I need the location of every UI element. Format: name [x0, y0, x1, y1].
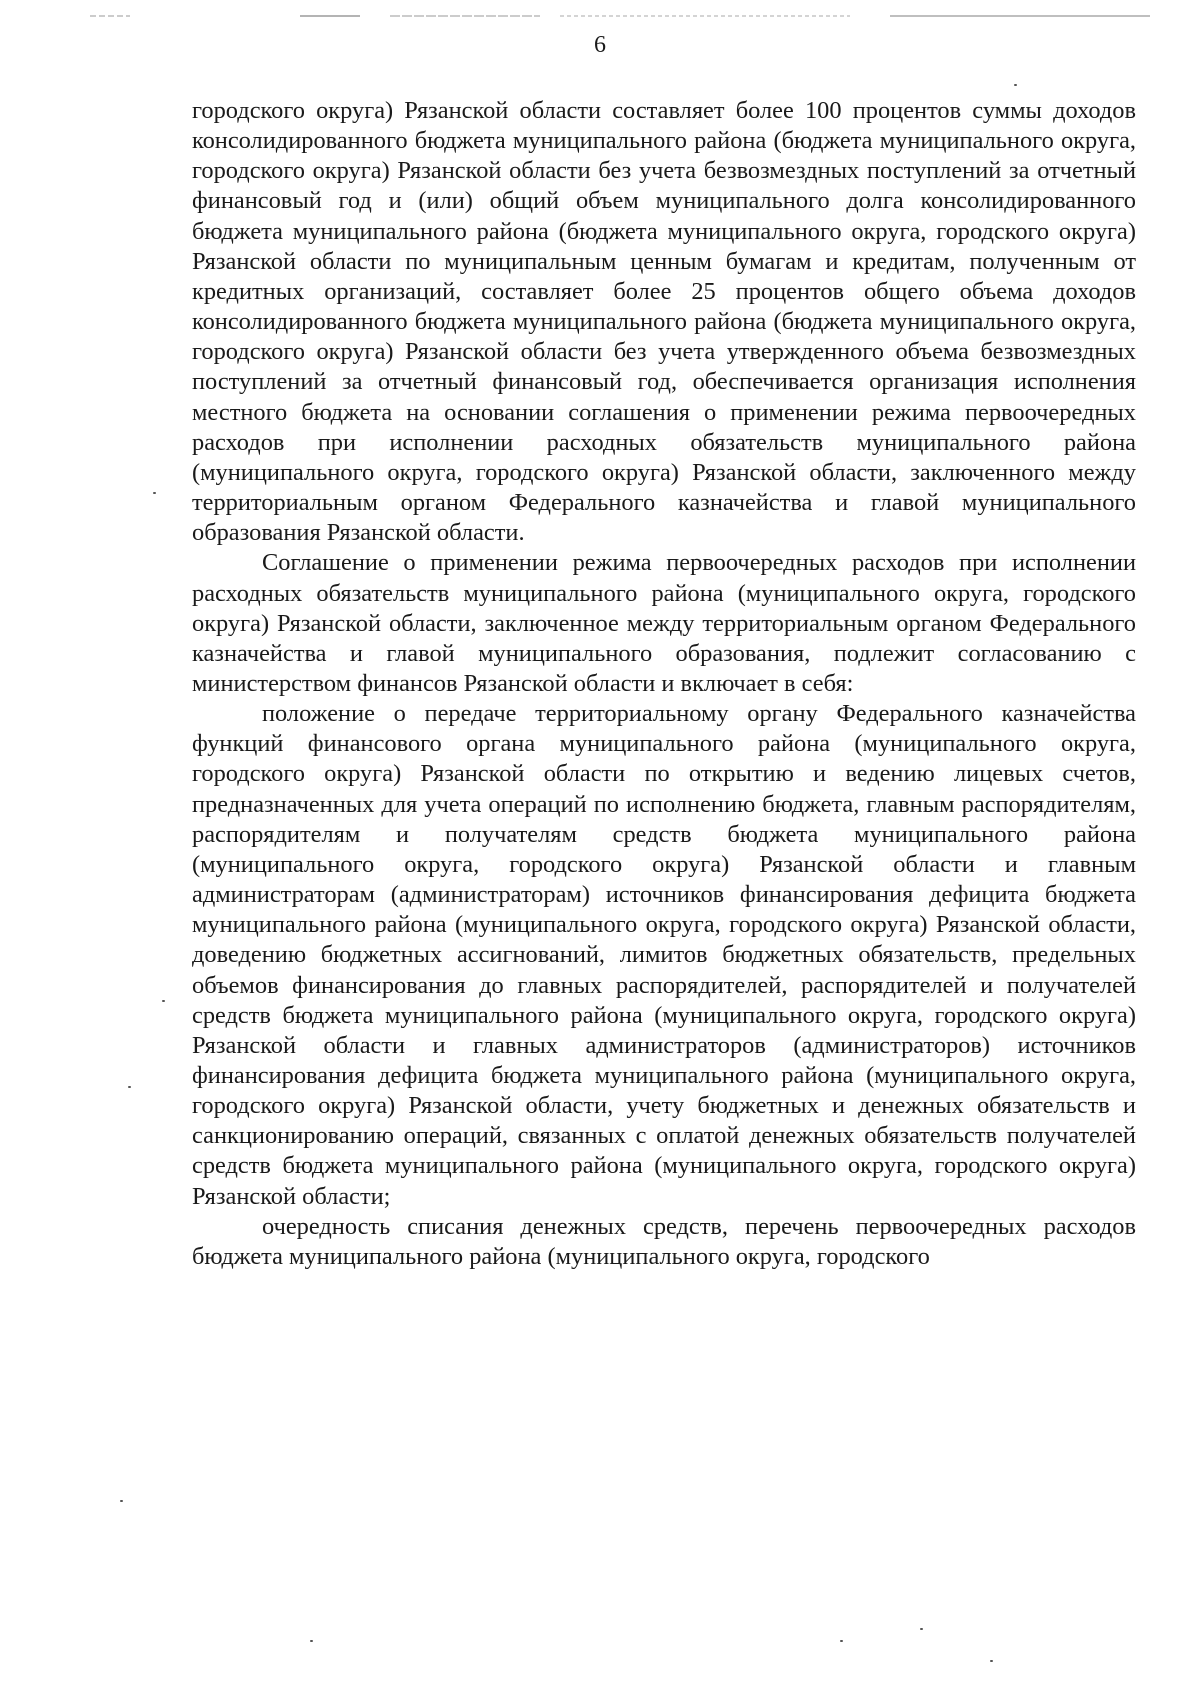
scan-edge-marks — [90, 14, 1150, 18]
paragraph-continuation: городского округа) Рязанской области составляет более 100 процентов суммы доходов консолидированного бюджета муниципального района (бюджета муниципального округа, городского округа) Рязанской области без учета безвозмездных поступлений за отчетный финансовый год и (или) общий объем муниципального долга консолидированного бюджета муниципального района (бюджета муниципального округа, городского округа) Рязанской области по муниципальным ценным бумагам и кредитам, полученным от кредитных организаций, составляет более 25 процентов общего объема доходов консолидированного бюджета муниципального района (бюджета муниципального округа, городского округа) Рязанской области без учета утвержденного объема безвозмездных поступлений за отчетный финансовый год, обеспечивается организация исполнения местного бюджета на основании соглашения о применении режима первоочередных расходов при исполнении расходных обязательств муниципального района (муниципального округа, городского округа) Рязанской области, заключенного между территориальным органом Федерального казначейства и главой муниципального образования Рязанской области. — [192, 97, 1136, 547]
scan-speck — [162, 1000, 165, 1002]
scan-speck — [920, 1628, 923, 1630]
paragraph-agreement: Соглашение о применении режима первоочередных расходов при исполнении расходных обязательств муниципального района (муниципального округа, городского округа) Рязанской области, заключенное между территориальным органом Федерального казначейства и главой муниципального образования, подлежит согласованию с министерством финансов Рязанской области и включает в себя: — [192, 549, 1136, 697]
paragraph-provision-transfer: положение о передаче территориальному органу Федерального казначейства функций финансового органа муниципального района (муниципального округа, городского округа) Рязанской области по открытию и ведению лицевых счетов, предназначенных для учета операций по исполнению бюджета, главным распорядителям, распорядителям и получателям средств бюджета муниципального района (муниципального округа, городского округа) Рязанской области и главным администраторам (администраторам) источников финансирования дефицита бюджета муниципального района (муниципального округа, городского округа) Рязанской области, доведению бюджетных ассигнований, лимитов бюджетных обязательств, предельных объемов финансирования до главных распорядителей, распорядителей и получателей средств бюджета муниципального района (муниципального округа, городского округа) Рязанской области и главных администраторов (администраторов) источников финансирования дефицита бюджета муниципального района (муниципального округа, городского округа) Рязанской области, учету бюджетных и денежных обязательств и санкционированию операций, связанных с оплатой денежных обязательств получателей средств бюджета муниципального района (муниципального округа, городского округа) Рязанской области; — [192, 700, 1136, 1210]
scan-speck — [840, 1640, 843, 1642]
scan-speck — [1014, 84, 1017, 86]
paragraph-priority-order: очередность списания денежных средств, перечень первоочередных расходов бюджета муниципального района (муниципального округа, городского — [192, 1212, 1136, 1270]
page-number: 6 — [594, 32, 606, 58]
scan-speck — [990, 1660, 993, 1662]
scan-speck — [153, 492, 156, 494]
scan-speck — [310, 1640, 313, 1642]
document-body — [192, 96, 1136, 1272]
scan-speck — [120, 1500, 123, 1502]
scan-speck — [128, 1086, 131, 1088]
